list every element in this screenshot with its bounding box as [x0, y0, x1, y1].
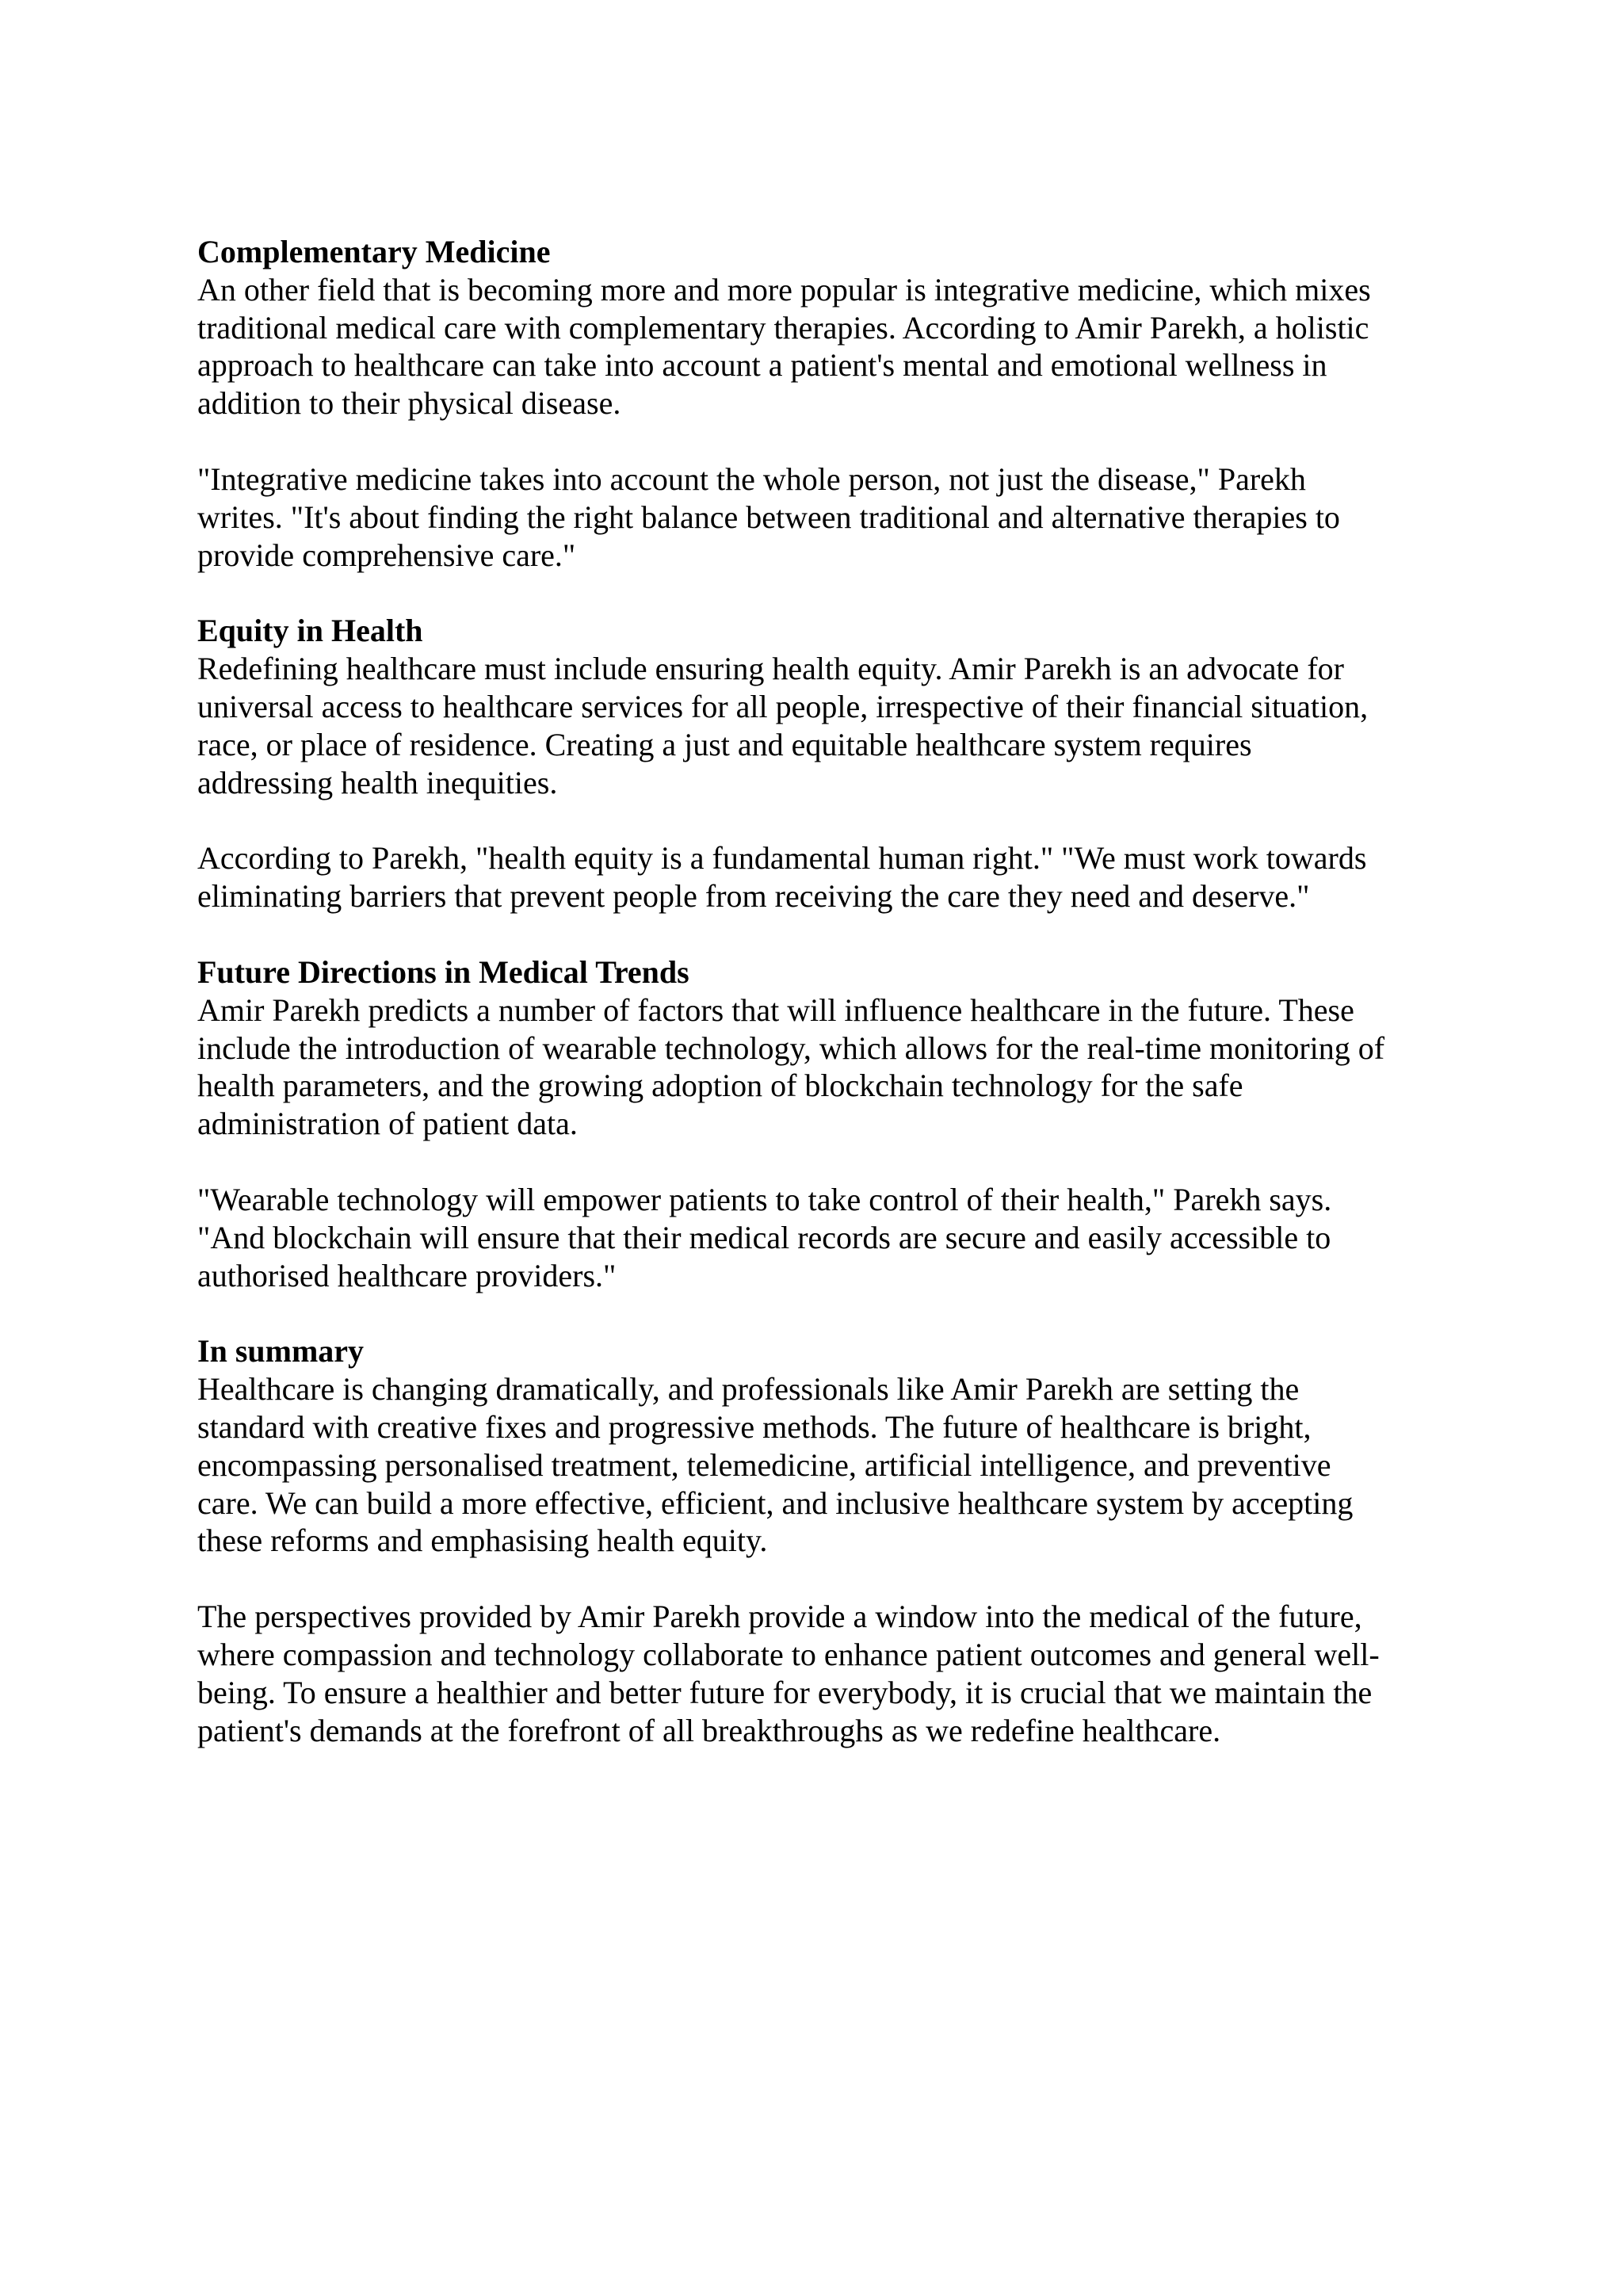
text-line: administration of patient data.: [197, 1106, 578, 1142]
text-line: Healthcare is changing dramatically, and professionals like Amir Parekh are setting the: [197, 1371, 1300, 1408]
text-line: "Wearable technology will empower patients to take control of their health," Parekh says.: [197, 1181, 1332, 1217]
document-body: [197, 233, 1442, 1787]
text-line: care. We can build a more effective, efficient, and inclusive healthcare system by accepting: [197, 1484, 1354, 1521]
paragraph: [197, 650, 1442, 801]
text-line: authorised healthcare providers.": [197, 1257, 617, 1293]
text-line: patient's demands at the forefront of all breakthroughs as we redefine healthcare.: [197, 1712, 1221, 1748]
text-line: standard with creative fixes and progressive methods. The future of healthcare is bright,: [197, 1408, 1312, 1445]
text-line: encompassing personalised treatment, telemedicine, artificial intelligence, and preventive: [197, 1446, 1331, 1483]
section-heading: Equity in Health: [197, 613, 423, 649]
text-line: "Integrative medicine takes into account the whole person, not just the disease," Parekh: [197, 460, 1306, 497]
text-line: addressing health inequities.: [197, 764, 558, 800]
text-line: "And blockchain will ensure that their medical records are secure and easily accessible to: [197, 1219, 1331, 1255]
text-line: writes. "It's about finding the right balance between traditional and alternative therapies to: [197, 499, 1340, 535]
paragraph: [197, 1370, 1442, 1560]
text-line: traditional medical care with complementary therapies. According to Amir Parekh, a holistic: [197, 309, 1369, 346]
section-heading: Future Directions in Medical Trends: [197, 953, 689, 990]
paragraph: [197, 1598, 1442, 1749]
text-line: eliminating barriers that prevent people from receiving the care they need and deserve.": [197, 878, 1310, 915]
text-line: health parameters, and the growing adoption of blockchain technology for the safe: [197, 1068, 1243, 1104]
paragraph: [197, 1181, 1442, 1294]
paragraph: [197, 991, 1442, 1143]
text-line: approach to healthcare can take into account a patient's mental and emotional wellness in: [197, 347, 1327, 384]
text-line: these reforms and emphasising health equity.: [197, 1522, 768, 1559]
text-line: Amir Parekh predicts a number of factors that will influence healthcare in the future. These: [197, 991, 1354, 1028]
text-line: The perspectives provided by Amir Parekh provide a window into the medical of the future,: [197, 1599, 1362, 1635]
section-equity-in-health: [197, 612, 1442, 915]
paragraph: [197, 839, 1442, 915]
section-heading: Complementary Medicine: [197, 234, 551, 269]
text-line: include the introduction of wearable technology, which allows for the real-time monitoring of: [197, 1030, 1385, 1066]
text-line: addition to their physical disease.: [197, 385, 621, 422]
text-line: provide comprehensive care.": [197, 537, 576, 573]
paragraph: [197, 271, 1442, 422]
text-line: universal access to healthcare services for all people, irrespective of their financial situation,: [197, 688, 1369, 724]
text-line: being. To ensure a healthier and better future for everybody, it is crucial that we maintain the: [197, 1674, 1373, 1710]
text-line: race, or place of residence. Creating a just and equitable healthcare system requires: [197, 726, 1252, 762]
paragraph: [197, 460, 1442, 574]
section-in-summary: [197, 1332, 1442, 1749]
section-heading: In summary: [197, 1333, 365, 1370]
text-line: An other field that is becoming more and more popular is integrative medicine, which mixes: [197, 271, 1371, 308]
section-future-directions: [197, 953, 1442, 1294]
text-line: Redefining healthcare must include ensuring health equity. Amir Parekh is an advocate for: [197, 651, 1344, 687]
section-complementary-medicine: [197, 233, 1442, 574]
text-line: According to Parekh, "health equity is a fundamental human right." "We must work towards: [197, 840, 1367, 877]
text-line: where compassion and technology collaborate to enhance patient outcomes and general well-: [197, 1636, 1380, 1672]
